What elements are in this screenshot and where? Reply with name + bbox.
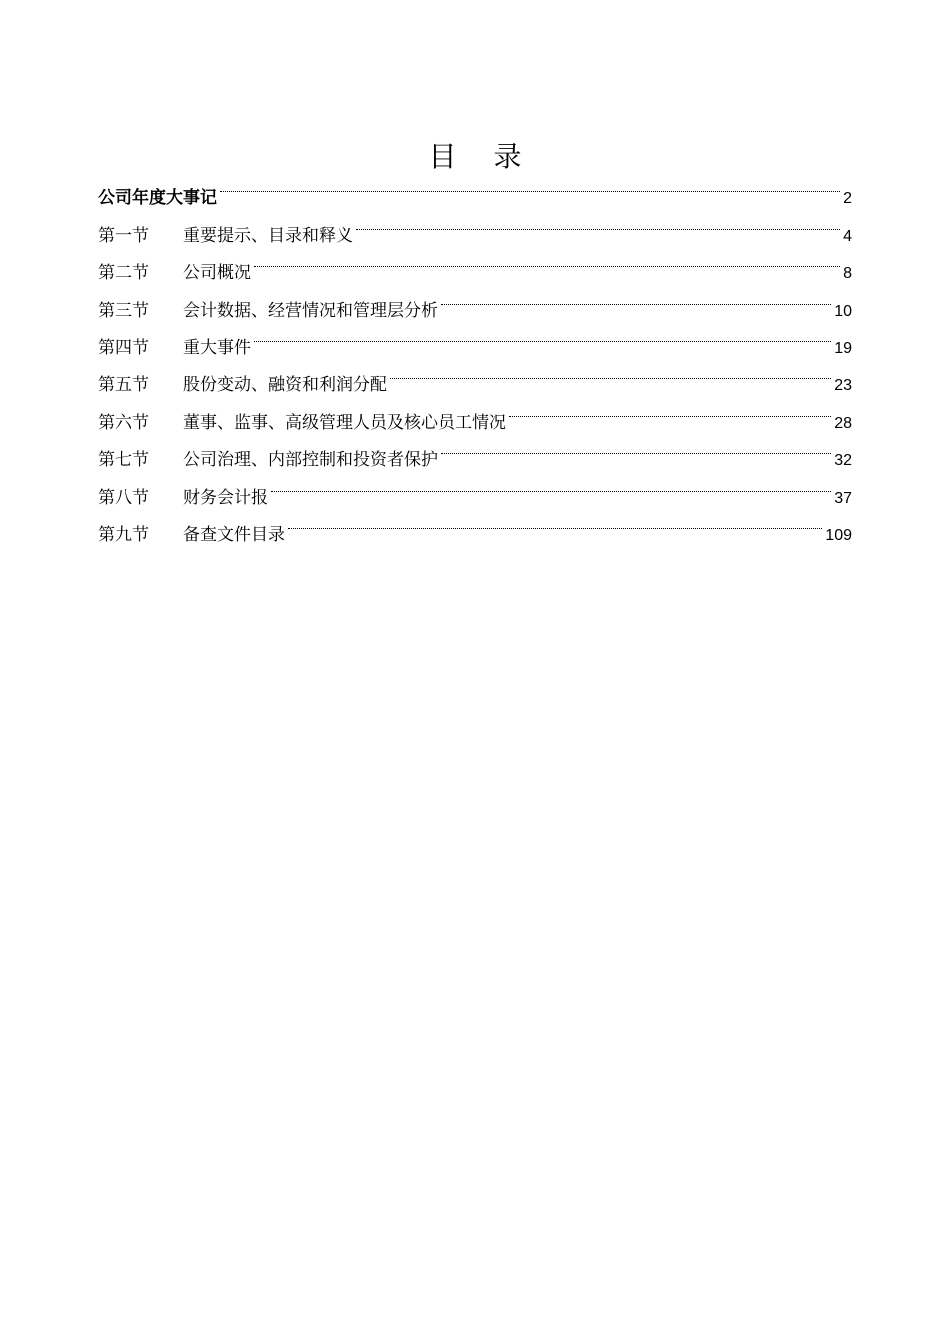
- toc-section-number: 第六节: [98, 412, 149, 433]
- dot-leader: [288, 503, 822, 540]
- toc-page-number: 23: [834, 377, 852, 395]
- dot-leader: [441, 278, 831, 315]
- toc-section-number: 第九节: [98, 524, 149, 545]
- dot-leader: [220, 166, 840, 203]
- toc-section-number: 第一节: [98, 225, 149, 246]
- toc-entry-title: 公司年度大事记: [98, 188, 217, 209]
- dot-leader: [254, 241, 840, 278]
- toc-page-number: 10: [834, 302, 852, 320]
- toc-entry-title: 董事、监事、高级管理人员及核心员工情况: [183, 412, 506, 433]
- dot-leader: [390, 353, 831, 390]
- dot-leader: [271, 465, 831, 502]
- dot-leader: [356, 203, 840, 240]
- dot-leader: [254, 316, 831, 353]
- toc-page-number: 19: [834, 339, 852, 357]
- toc-entry-title: 股份变动、融资和利润分配: [183, 375, 387, 396]
- toc-page-number: 2: [843, 190, 852, 208]
- toc-page-number: 4: [843, 227, 852, 245]
- toc-entry-title: 会计数据、经营情况和管理层分析: [183, 300, 438, 321]
- toc-section-number: 第四节: [98, 337, 149, 358]
- toc-section-number: 第八节: [98, 487, 149, 508]
- dot-leader: [509, 390, 831, 427]
- toc-section-number: 第三节: [98, 300, 149, 321]
- toc-section-number: 第五节: [98, 375, 149, 396]
- toc-section-number: 第二节: [98, 263, 149, 284]
- toc-entry-title: 重要提示、目录和释义: [183, 225, 353, 246]
- toc-entry-title: 备查文件目录: [183, 524, 285, 545]
- toc-entry-title: 重大事件: [183, 337, 251, 358]
- toc-page-number: 32: [834, 452, 852, 470]
- toc-entry-title: 公司治理、内部控制和投资者保护: [183, 450, 438, 471]
- dot-leader: [441, 428, 831, 465]
- toc-entry-title: 公司概况: [183, 263, 251, 284]
- toc-page-number: 109: [825, 526, 852, 544]
- toc-section-number: 第七节: [98, 450, 149, 471]
- toc-title: 目 录: [428, 139, 536, 173]
- toc-list: [98, 166, 852, 545]
- toc-entry-title: 财务会计报: [183, 487, 268, 508]
- toc-page-number: 37: [834, 489, 852, 507]
- toc-page-number: 8: [843, 265, 852, 283]
- toc-entry[interactable]: [98, 166, 852, 209]
- toc-page-number: 28: [834, 414, 852, 432]
